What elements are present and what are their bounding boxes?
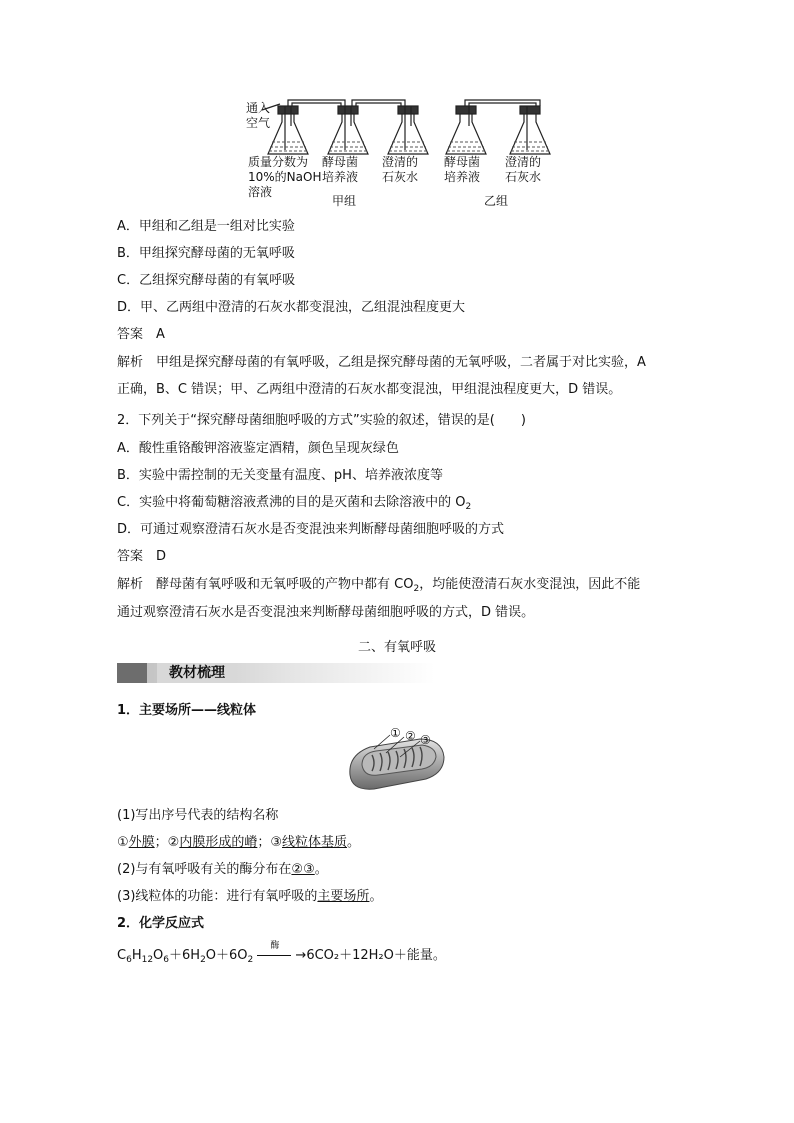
group-a-label: 甲组 [332,194,357,208]
flask-yeast-caption-b: 酵母菌 培养液 [444,155,481,184]
group-b-label: 乙组 [484,194,509,208]
q2-option-c: C．实验中将葡萄糖溶液煮沸的目的是灭菌和去除溶液中的 $O_2$ [117,495,472,512]
flask-yeast-caption-a: 酵母菌 培养液 [322,155,359,184]
q1-option-c: C．乙组探究酵母菌的有氧呼吸 [117,273,296,288]
q2-stem: 2．下列关于“探究酵母菌细胞呼吸的方式”实验的叙述，错误的是( ) [117,413,526,428]
q2-analysis-line1: 解析 酵母菌有氧呼吸和无氧呼吸的产物中都有 $CO_2$，均能使澄清石灰水变混浊，因此不能 [117,577,641,594]
sub3: (3)线粒体的功能：进行有氧呼吸的主要场所。 [117,889,383,904]
flask-lime-caption-a: 澄清的 石灰水 [382,155,419,184]
section-heading: 二、有氧呼吸 [357,640,436,655]
air-inlet-label: 通入 空气 [246,101,271,130]
reaction-equation: $C_6H_{12}O_6+6H_2O+6O_2$ 酶 →6CO₂＋12H₂O＋能量。 [117,948,446,968]
mito-label-3: ③ [420,733,431,747]
mito-label-1: ① [390,726,401,740]
q2-analysis-line2: 通过观察澄清石灰水是否变混浊来判断酵母菌细胞呼吸的方式，D 错误。 [117,605,535,620]
q1-answer: 答案 A [117,327,165,342]
q2-option-b: B．实验中需控制的无关变量有温度、pH、培养液浓度等 [117,468,443,483]
item1-title: 1．主要场所——线粒体 [117,703,257,718]
item2-title: 2．化学反应式 [117,916,205,931]
sub1: (1)写出序号代表的结构名称 [117,808,279,823]
flask-lime-caption-b: 澄清的 石灰水 [505,155,542,184]
q2-option-a: A．酸性重铬酸钾溶液鉴定酒精，颜色呈现灰绿色 [117,441,399,456]
q1-option-d: D．甲、乙两组中澄清的石灰水都变混浊，乙组混浊程度更大 [117,300,466,315]
q2-option-d: D．可通过观察澄清石灰水是否变混浊来判断酵母菌细胞呼吸的方式 [117,522,505,537]
enzyme-label: 酶 [270,941,280,951]
section-bar [117,663,435,683]
structure-names: ①外膜；②内膜形成的嵴；③线粒体基质。 [117,835,361,850]
section-bar-title: 教材梳理 [157,663,237,683]
q2-answer: 答案 D [117,549,167,564]
flask-naoh-caption: 质量分数为 10%的NaOH 溶液 [248,155,322,199]
q1-analysis-line2: 正确，B、C 错误；甲、乙两组中澄清的石灰水都变混浊，甲组混浊程度更大，D 错误。 [117,382,622,397]
q1-analysis-line1: 解析 甲组是探究酵母菌的有氧呼吸，乙组是探究酵母菌的无氧呼吸，二者属于对比实验，A [117,355,646,370]
mito-label-2: ② [405,729,416,743]
sub2: (2)与有氧呼吸有关的酶分布在②③。 [117,862,328,877]
q1-option-a: A．甲组和乙组是一组对比实验 [117,219,295,234]
q1-option-b: B．甲组探究酵母菌的无氧呼吸 [117,246,295,261]
